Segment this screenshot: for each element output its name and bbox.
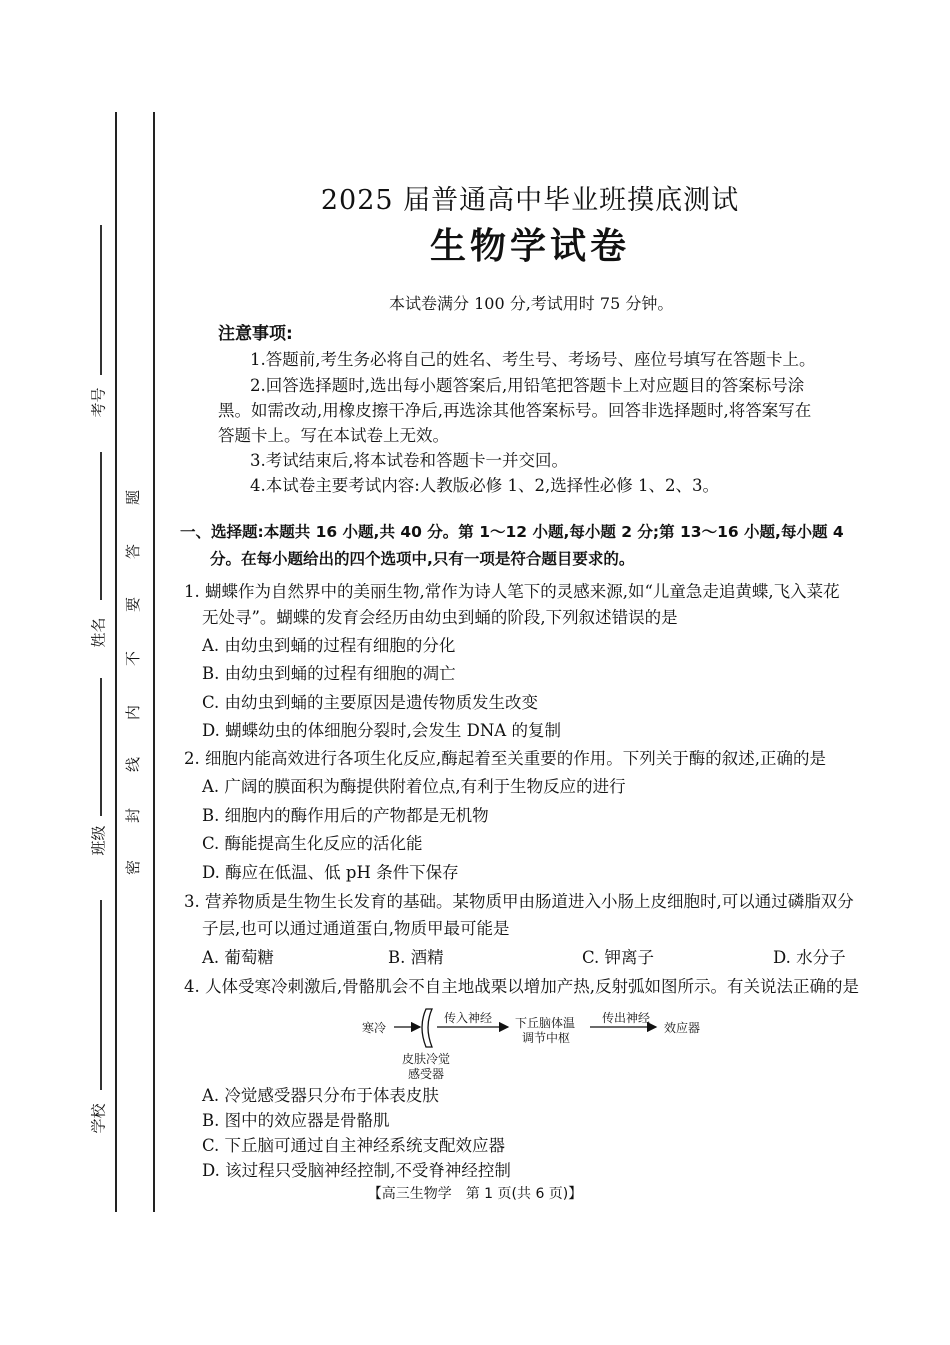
q2-option-d[interactable]: D. 酶应在低温、低 pH 条件下保存 xyxy=(202,863,459,882)
q3-option-c[interactable]: C. 钾离子 xyxy=(582,948,655,967)
diagram-effector: 效应器 xyxy=(664,1021,701,1035)
school-label: 学校 xyxy=(89,1103,108,1134)
notice-line: 答题卡上。写在本试卷上无效。 xyxy=(218,426,449,445)
seal-char: 不 xyxy=(124,650,143,667)
notice-heading: 注意事项: xyxy=(218,324,293,344)
section-heading-cont: 分。在每小题给出的四个选项中,只有一项是符合题目要求的。 xyxy=(210,550,635,568)
q1-option-b[interactable]: B. 由幼虫到蛹的过程有细胞的凋亡 xyxy=(202,664,456,683)
diagram-cold: 寒冷 xyxy=(362,1021,387,1035)
q4-option-a[interactable]: A. 冷觉感受器只分布于体表皮肤 xyxy=(202,1086,439,1105)
q1-stem-cont: 无处寻”。蝴蝶的发育会经历由幼虫到蛹的阶段,下列叙述错误的是 xyxy=(202,608,678,627)
subject-title: 生物学试卷 xyxy=(429,226,630,267)
margin-line-inner xyxy=(153,112,155,1212)
q3-option-a[interactable]: A. 葡萄糖 xyxy=(202,948,274,967)
q1-option-d[interactable]: D. 蝴蝶幼虫的体细胞分裂时,会发生 DNA 的复制 xyxy=(202,721,561,740)
seal-char: 答 xyxy=(124,543,143,560)
school-blank[interactable] xyxy=(100,900,102,1090)
seal-char: 内 xyxy=(124,704,143,721)
seal-char: 要 xyxy=(124,596,143,613)
section-heading: 一、选择题:本题共 16 小题,共 40 分。第 1～12 小题,每小题 2 分;第 13～16 小题,每小题 4 xyxy=(180,523,844,541)
q4-stem: 4. 人体受寒冷刺激后,骨骼肌会不自主地战栗以增加产热,反射弧如图所示。有关说法正确的是 xyxy=(184,977,859,996)
q3-stem: 3. 营养物质是生物生长发育的基础。某物质甲由肠道进入小肠上皮细胞时,可以通过磷脂双分 xyxy=(184,892,854,911)
diagram-receptor-line1: 皮肤冷觉 xyxy=(402,1052,451,1066)
diagram-center-line1: 下丘脑体温 xyxy=(515,1016,576,1030)
reflex-arc-diagram xyxy=(340,1005,740,1085)
notice-line: 1.答题前,考生务必将自己的姓名、考生号、考场号、座位号填写在答题卡上。 xyxy=(250,350,816,369)
class-label: 班级 xyxy=(89,825,108,856)
diagram-efferent: 传出神经 xyxy=(602,1011,651,1025)
exam-info: 本试卷满分 100 分,考试用时 75 分钟。 xyxy=(389,294,674,313)
q3-stem-cont: 子层,也可以通过通道蛋白,物质甲最可能是 xyxy=(202,919,510,938)
notice-line: 2.回答选择题时,选出每小题答案后,用铅笔把答题卡上对应题目的答案标号涂 xyxy=(250,376,805,395)
q3-option-d[interactable]: D. 水分子 xyxy=(773,948,846,967)
q2-option-a[interactable]: A. 广阔的膜面积为酶提供附着位点,有利于生物反应的进行 xyxy=(202,777,626,796)
seal-char: 密 xyxy=(124,859,143,876)
seal-char: 线 xyxy=(124,756,143,773)
notice-line: 3.考试结束后,将本试卷和答题卡一并交回。 xyxy=(250,451,568,470)
name-label: 姓名 xyxy=(89,617,108,648)
notice-line: 4.本试卷主要考试内容:人教版必修 1、2,选择性必修 1、2、3。 xyxy=(250,476,720,495)
q4-option-d[interactable]: D. 该过程只受脑神经控制,不受脊神经控制 xyxy=(202,1161,511,1180)
q2-option-b[interactable]: B. 细胞内的酶作用后的产物都是无机物 xyxy=(202,806,489,825)
name-blank[interactable] xyxy=(100,452,102,600)
q1-option-a[interactable]: A. 由幼虫到蛹的过程有细胞的分化 xyxy=(202,636,456,655)
q4-option-c[interactable]: C. 下丘脑可通过自主神经系统支配效应器 xyxy=(202,1136,506,1155)
q2-option-c[interactable]: C. 酶能提高生化反应的活化能 xyxy=(202,834,423,853)
q3-option-b[interactable]: B. 酒精 xyxy=(388,948,444,967)
page-footer: 【高三生物学 第 1 页(共 6 页)】 xyxy=(367,1186,583,1202)
q4-option-b[interactable]: B. 图中的效应器是骨骼肌 xyxy=(202,1111,390,1130)
class-blank[interactable] xyxy=(100,678,102,816)
exam-number-label: 考号 xyxy=(89,387,108,418)
notice-line: 黑。如需改动,用橡皮擦干净后,再选涂其他答案标号。回答非选择题时,将答案写在 xyxy=(218,401,812,420)
diagram-receptor-line2: 感受器 xyxy=(408,1067,445,1081)
margin-line-outer xyxy=(115,112,117,1212)
diagram-center-line2: 调节中枢 xyxy=(522,1031,571,1045)
exam-title: 2025 届普通高中毕业班摸底测试 xyxy=(320,185,740,216)
q1-option-c[interactable]: C. 由幼虫到蛹的主要原因是遗传物质发生改变 xyxy=(202,693,539,712)
q2-stem: 2. 细胞内能高效进行各项生化反应,酶起着至关重要的作用。下列关于酶的叙述,正确的是 xyxy=(184,749,826,768)
q1-stem: 1. 蝴蝶作为自然界中的美丽生物,常作为诗人笔下的灵感来源,如“儿童急走追黄蝶,飞入菜花 xyxy=(184,582,840,601)
diagram-afferent: 传入神经 xyxy=(444,1011,493,1025)
seal-char: 题 xyxy=(124,489,143,506)
seal-char: 封 xyxy=(124,807,143,824)
